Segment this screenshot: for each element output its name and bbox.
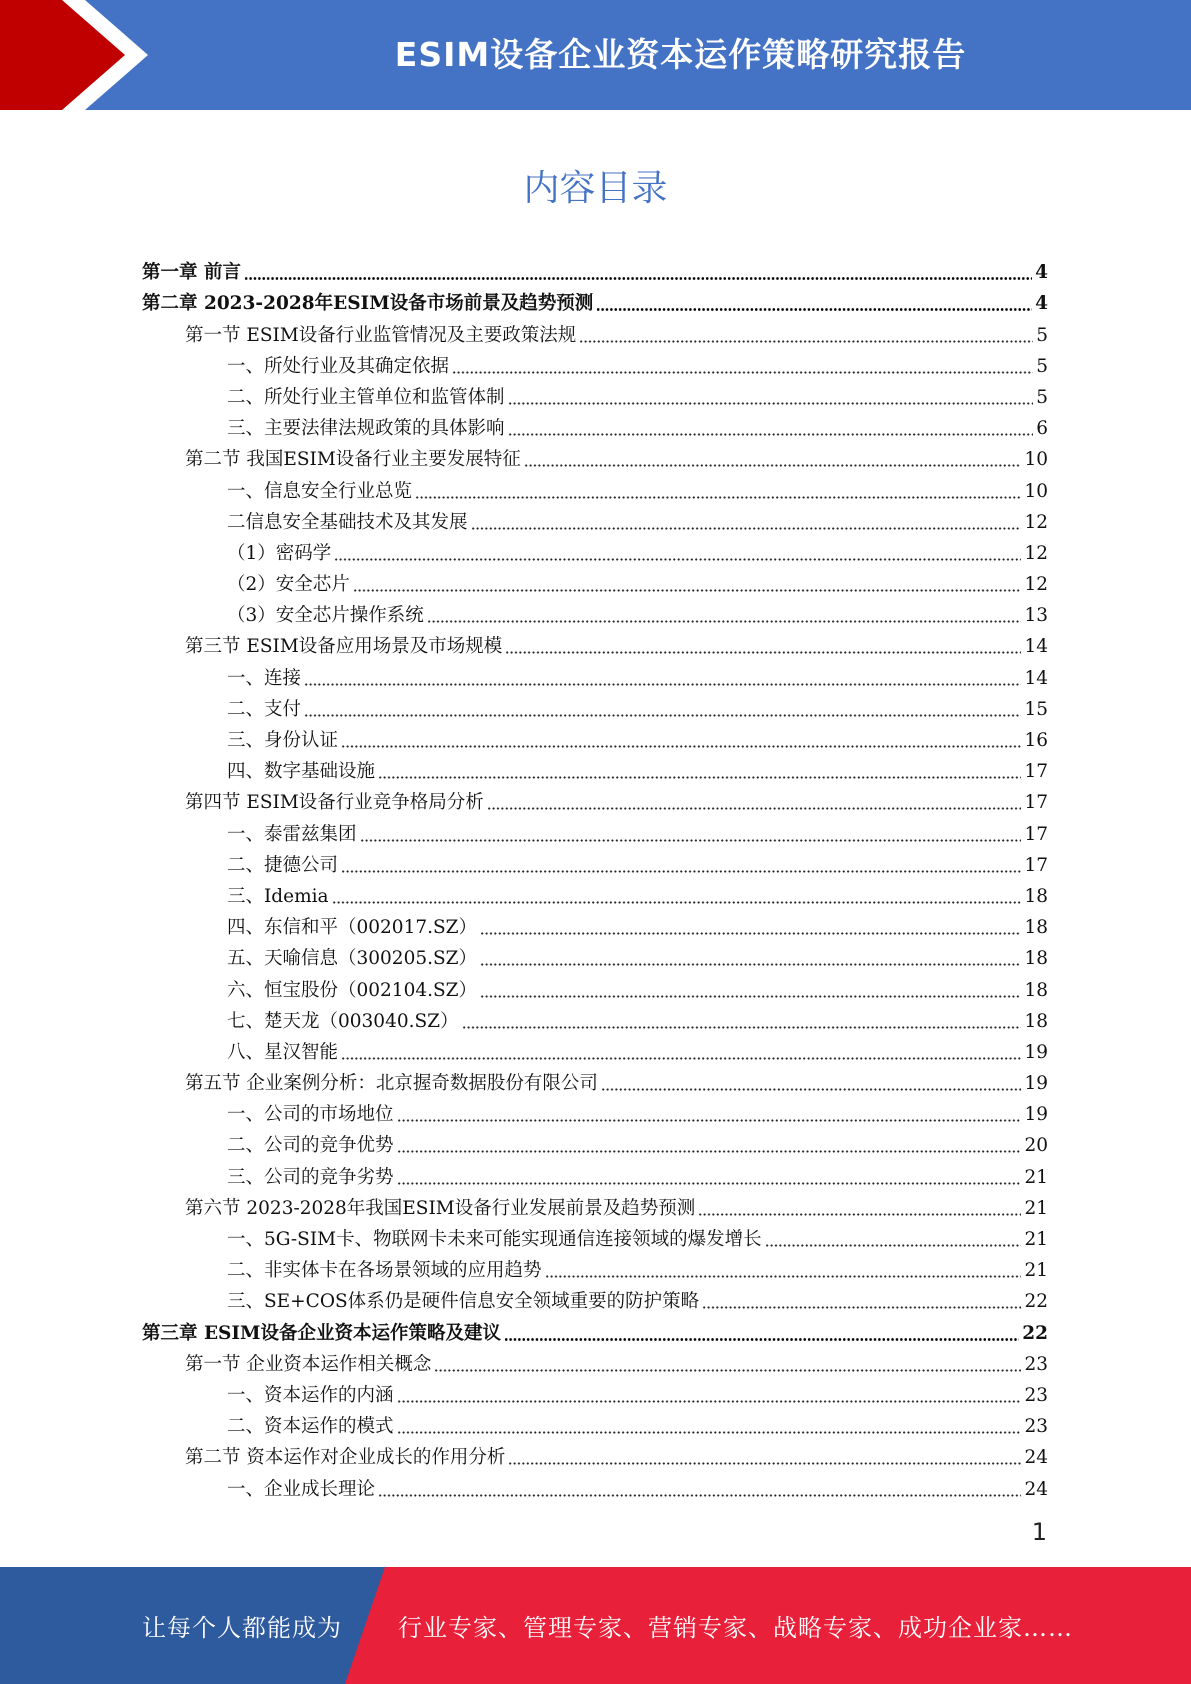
toc-entry-page: 19	[1024, 1104, 1048, 1126]
toc-entry[interactable]	[142, 441, 1048, 472]
toc-entry-page: 23	[1024, 1416, 1048, 1438]
toc-leader-dots	[471, 527, 1022, 530]
toc-leader-dots	[462, 1026, 1022, 1029]
toc-entry-page: 24	[1024, 1447, 1048, 1469]
toc-entry-label: 一、5G-SIM卡、物联网卡未来可能实现通信连接领域的爆发增长	[227, 1229, 762, 1250]
toc-entry-label: 五、天喻信息（300205.SZ）	[227, 948, 478, 970]
toc-leader-dots	[378, 776, 1021, 779]
toc-entry-label: 四、数字基础设施	[227, 761, 376, 783]
toc-entry-label: （1）密码学	[227, 542, 332, 564]
toc-entry[interactable]	[142, 535, 1048, 566]
header-band	[0, 0, 1191, 110]
toc-leader-dots	[508, 402, 1034, 405]
toc-entry-page: 6	[1036, 418, 1048, 440]
toc-entry-label: 四、东信和平（002017.SZ）	[227, 917, 478, 939]
footer-slogan-right: 行业专家、管理专家、营销专家、战略专家、成功企业家……	[398, 1614, 1073, 1642]
toc-entry-label: 三、Idemia	[227, 885, 329, 907]
toc-entry-label: 六、恒宝股份（002104.SZ）	[227, 979, 478, 1001]
toc-entry-label: 三、主要法律法规政策的具体影响	[227, 418, 505, 440]
toc-entry-page: 17	[1024, 792, 1048, 814]
toc-entry[interactable]	[142, 1158, 1048, 1189]
toc-entry-page: 5	[1036, 386, 1048, 408]
toc-entry[interactable]	[142, 1470, 1048, 1501]
toc-entry-page: 14	[1024, 636, 1048, 658]
toc-entry-label: （2）安全芯片	[227, 574, 350, 596]
footer-slogan-left: 让每个人都能成为	[142, 1614, 342, 1642]
toc-entry-label: 三、SE+COS体系仍是硬件信息安全领域重要的防护策略	[227, 1291, 700, 1313]
footer-band	[0, 1567, 1191, 1684]
toc-entry-label: 第一章 前言	[142, 262, 241, 284]
toc-entry-label: 一、资本运作的内涵	[227, 1384, 394, 1406]
toc-leader-dots	[698, 1213, 1021, 1216]
toc-entry-label: 八、星汉智能	[227, 1041, 339, 1063]
toc-entry-page: 12	[1024, 511, 1048, 533]
toc-entry[interactable]	[142, 1127, 1048, 1158]
toc-entry-page: 21	[1024, 1166, 1048, 1188]
toc-entry-label: 七、楚天龙（003040.SZ）	[227, 1010, 459, 1032]
toc-leader-dots	[487, 807, 1022, 810]
toc-entry-label: 第一节 ESIM设备行业监管情况及主要政策法规	[185, 324, 577, 346]
toc-entry-page: 18	[1024, 885, 1048, 907]
toc-entry-label: 第二节 资本运作对企业成长的作用分析	[185, 1447, 506, 1469]
toc-entry[interactable]	[142, 909, 1048, 940]
toc-leader-dots	[427, 620, 1022, 623]
toc-entry-label: 三、公司的竞争劣势	[227, 1166, 394, 1188]
toc-leader-dots	[579, 340, 1033, 343]
toc-entry-page: 19	[1024, 1073, 1048, 1095]
toc-entry[interactable]	[142, 1096, 1048, 1127]
toc-leader-dots	[304, 714, 1021, 717]
toc-leader-dots	[244, 277, 1032, 280]
toc-leader-dots	[505, 651, 1021, 654]
toc-entry-page: 24	[1024, 1478, 1048, 1500]
toc-entry[interactable]	[142, 597, 1048, 628]
toc-entry-page: 23	[1024, 1353, 1048, 1375]
toc-entry[interactable]	[142, 1377, 1048, 1408]
toc-entry[interactable]	[142, 1346, 1048, 1377]
toc-leader-dots	[397, 1400, 1022, 1403]
toc-entry[interactable]	[142, 316, 1048, 347]
toc-leader-dots	[397, 1150, 1022, 1153]
toc-entry-page: 18	[1024, 948, 1048, 970]
toc-leader-dots	[304, 683, 1021, 686]
toc-entry-page: 22	[1022, 1322, 1048, 1344]
toc-entry[interactable]	[142, 472, 1048, 503]
toc-leader-dots	[332, 901, 1022, 904]
toc-leader-dots	[434, 1369, 1021, 1372]
toc-entry-label: 第二节 我国ESIM设备行业主要发展特征	[185, 449, 521, 471]
toc-entry[interactable]	[142, 566, 1048, 597]
toc-entry-page: 17	[1024, 823, 1048, 845]
toc-entry-label: 一、公司的市场地位	[227, 1104, 394, 1126]
toc-entry-label: 三、身份认证	[227, 730, 339, 751]
toc-leader-dots	[765, 1244, 1022, 1247]
toc-entry[interactable]	[142, 1314, 1048, 1345]
toc-entry-page: 14	[1024, 667, 1048, 689]
toc-entry-label: 二、支付	[227, 698, 302, 720]
toc-entry[interactable]	[142, 815, 1048, 846]
toc-entry[interactable]	[142, 410, 1048, 441]
toc-entry[interactable]	[142, 379, 1048, 410]
toc-leader-dots	[524, 464, 1022, 467]
toc-entry-page: 21	[1024, 1229, 1048, 1250]
toc-entry-page: 21	[1024, 1260, 1048, 1282]
toc-entry-label: 二、所处行业主管单位和监管体制	[227, 386, 505, 408]
toc-entry[interactable]	[142, 753, 1048, 784]
toc-leader-dots	[334, 558, 1021, 561]
toc-entry-page: 12	[1024, 542, 1048, 564]
toc-entry-page: 10	[1024, 449, 1048, 471]
toc-leader-dots	[415, 496, 1021, 499]
toc-entry[interactable]	[142, 1065, 1048, 1096]
toc-leader-dots	[480, 932, 1021, 935]
toc-leader-dots	[508, 433, 1034, 436]
toc-leader-dots	[504, 1338, 1019, 1341]
toc-entry[interactable]	[142, 1283, 1048, 1314]
toc-entry-page: 12	[1024, 574, 1048, 596]
toc-entry-page: 18	[1024, 979, 1048, 1001]
toc-entry[interactable]	[142, 1003, 1048, 1034]
toc-entry-label: 二、资本运作的模式	[227, 1416, 394, 1438]
toc-entry-label: 二、非实体卡在各场景领域的应用趋势	[227, 1260, 542, 1282]
toc-leader-dots	[341, 745, 1021, 748]
toc-leader-dots	[480, 995, 1021, 998]
toc-entry-page: 22	[1024, 1291, 1048, 1313]
toc-entry-label: 第二章 2023-2028年ESIM设备市场前景及趋势预测	[142, 293, 594, 315]
toc-entry-label: （3）安全芯片操作系统	[227, 605, 424, 627]
toc-entry-label: 第一节 企业资本运作相关概念	[185, 1353, 432, 1375]
toc-entry-page: 17	[1024, 854, 1048, 876]
toc-entry-label: 一、企业成长理论	[227, 1478, 376, 1500]
toc-entry[interactable]	[142, 348, 1048, 379]
toc-entry-page: 23	[1024, 1384, 1048, 1406]
toc-entry-page: 4	[1035, 262, 1048, 284]
toc-entry-page: 5	[1036, 355, 1048, 377]
toc-leader-dots	[397, 1431, 1022, 1434]
toc-entry[interactable]	[142, 659, 1048, 690]
toc-entry-page: 5	[1036, 324, 1048, 346]
toc-leader-dots	[601, 1088, 1022, 1091]
toc-entry-label: 一、泰雷兹集团	[227, 823, 357, 845]
toc-entry[interactable]	[142, 1034, 1048, 1065]
table-of-contents	[142, 254, 1048, 1502]
toc-entry-label: 第三节 ESIM设备应用场景及市场规模	[185, 636, 503, 658]
toc-entry-page: 4	[1035, 293, 1048, 315]
toc-entry-label: 一、信息安全行业总览	[227, 480, 413, 502]
toc-entry[interactable]	[142, 1221, 1048, 1252]
toc-leader-dots	[360, 839, 1022, 842]
toc-entry[interactable]	[142, 847, 1048, 878]
toc-leader-dots	[545, 1275, 1022, 1278]
toc-entry-page: 21	[1024, 1197, 1048, 1219]
toc-entry[interactable]	[142, 1190, 1048, 1221]
toc-entry-label: 二、公司的竞争优势	[227, 1135, 394, 1157]
toc-entry[interactable]	[142, 691, 1048, 722]
toc-entry[interactable]	[142, 504, 1048, 535]
toc-entry-page: 18	[1024, 1010, 1048, 1032]
toc-entry[interactable]	[142, 1252, 1048, 1283]
toc-leader-dots	[452, 371, 1033, 374]
toc-entry-page: 17	[1024, 761, 1048, 783]
toc-entry-label: 第六节 2023-2028年我国ESIM设备行业发展前景及趋势预测	[185, 1197, 696, 1219]
toc-entry-page: 15	[1024, 698, 1048, 720]
toc-entry[interactable]	[142, 784, 1048, 815]
toc-leader-dots	[508, 1462, 1021, 1465]
toc-entry[interactable]	[142, 722, 1048, 753]
toc-entry-label: 第五节 企业案例分析：北京握奇数据股份有限公司	[185, 1073, 598, 1095]
toc-entry[interactable]	[142, 254, 1048, 285]
toc-entry[interactable]	[142, 628, 1048, 659]
toc-entry-page: 13	[1024, 605, 1048, 627]
toc-entry-label: 二信息安全基础技术及其发展	[227, 511, 468, 533]
toc-entry-label: 第四节 ESIM设备行业竞争格局分析	[185, 792, 484, 814]
toc-entry[interactable]	[142, 285, 1048, 316]
toc-entry-page: 10	[1024, 480, 1048, 502]
toc-leader-dots	[341, 1057, 1021, 1060]
toc-leader-dots	[378, 1494, 1021, 1497]
toc-entry[interactable]	[142, 878, 1048, 909]
toc-leader-dots	[397, 1182, 1022, 1185]
toc-leader-dots	[397, 1119, 1022, 1122]
toc-leader-dots	[702, 1306, 1021, 1309]
toc-entry-page: 20	[1024, 1135, 1048, 1157]
toc-entry[interactable]	[142, 1439, 1048, 1470]
toc-leader-dots	[341, 870, 1021, 873]
toc-leader-dots	[480, 963, 1021, 966]
toc-entry-page: 19	[1024, 1041, 1048, 1063]
toc-entry-label: 一、连接	[227, 667, 302, 689]
toc-entry-label: 第三章 ESIM设备企业资本运作策略及建议	[142, 1322, 502, 1344]
toc-entry-page: 16	[1024, 730, 1048, 751]
toc-heading: 内容目录	[523, 168, 668, 209]
document-title: ESIM设备企业资本运作策略研究报告	[394, 34, 967, 74]
toc-entry[interactable]	[142, 1408, 1048, 1439]
toc-entry-page: 18	[1024, 917, 1048, 939]
toc-entry-label: 一、所处行业及其确定依据	[227, 355, 450, 377]
toc-entry-label: 二、捷德公司	[227, 854, 339, 876]
toc-entry[interactable]	[142, 971, 1048, 1002]
page-number: 1	[1031, 1518, 1047, 1546]
toc-leader-dots	[353, 589, 1022, 592]
toc-leader-dots	[596, 308, 1032, 311]
toc-entry[interactable]	[142, 940, 1048, 971]
